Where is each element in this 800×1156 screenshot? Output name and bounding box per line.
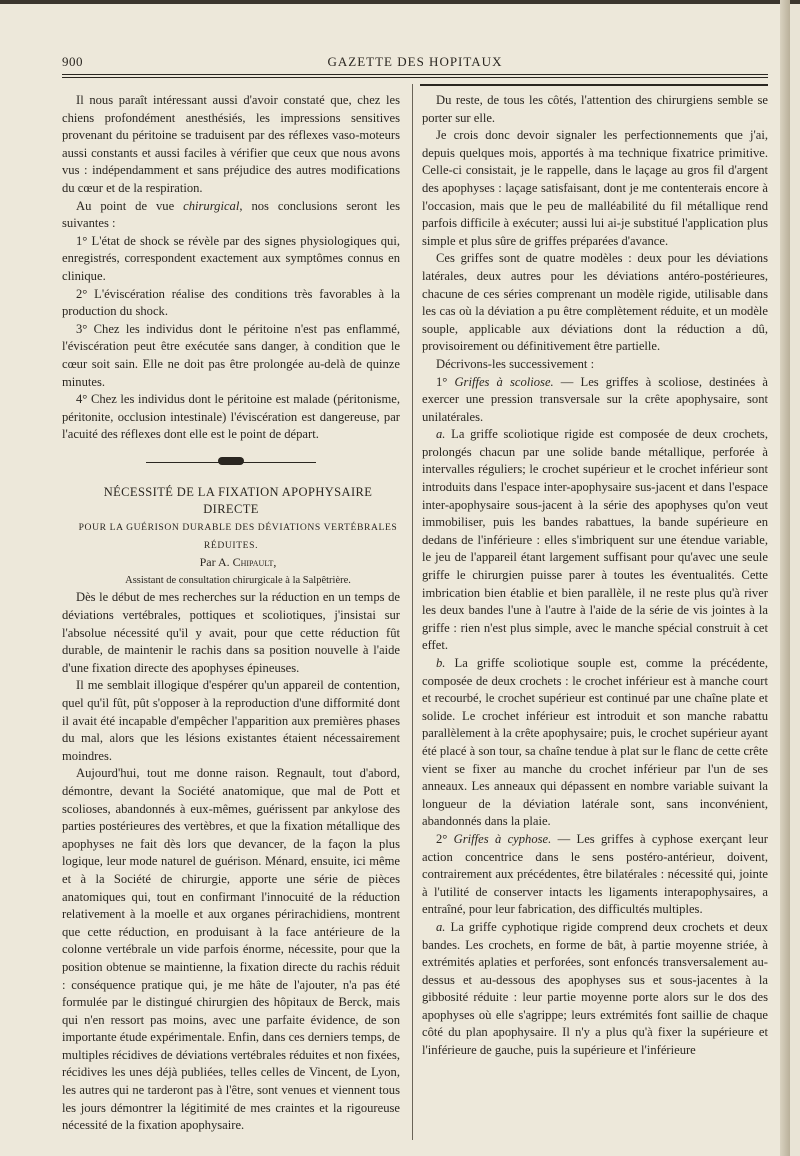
author-prefix: Par A. (199, 555, 233, 570)
article-title: NÉCESSITÉ DE LA FIXATION APOPHYSAIRE DIRECTE (103, 484, 373, 517)
paragraph: Dès le début de mes recherches sur la réduction en un temps de déviations vertébrales, pottiques et scoliotiques, j'insistai sur l'absolue nécessité qu'il y avait, pour que cette réduction fût durable, de maintenir le rachis dans sa position nouvelle à l'aide d'une fixation directe des apophyses épineuses. (62, 590, 400, 675)
section-heading: Griffes à cyphose. (453, 831, 552, 846)
conclusion-3: 3° Chez les individus dont le péritoine n'est pas enflammé, l'éviscération peut être exécutée sans danger, à condition que le cœur soit sain. Elle ne doit pas être prolongée au-delà de quinze minutes. (62, 321, 400, 389)
subsection-a (422, 919, 768, 1060)
paragraph: Ces griffes sont de quatre modèles : deux pour les déviations latérales, deux autres pour les déviations antéro-postérieures, chacune de ces séries comprenant un modèle rigide, utilisable dans les cas où la déviation a pu être complètement réduite, et un modèle souple, applicable aux déviations dont la réduction a dû, provisoirement ou définitivement être partielle. (422, 251, 768, 354)
paragraph: Il nous paraît intéressant aussi d'avoir constaté que, chez les chiens profondément anesthésiés, les impressions sensitives provenant du péritoine se traduisent par des réflexes vaso-moteurs aussi constants et aussi faciles à vérifier que ceux que nous avons vus : indépendamment et sans préjudice des autres modifications du cœur et de la respiration. (62, 93, 400, 195)
text-run: , nos conclusions seront les suivantes : (62, 198, 400, 231)
paragraph (62, 198, 400, 233)
subsection-a (422, 426, 768, 655)
paragraph: Il me semblait illogique d'espérer qu'un appareil de contention, quel qu'il fût, pût s'opposer à la reproduction d'une difformité dont il avait été incapable d'empêcher l'apparition aux premières phases du mal, alors que les lésions existantes étaient nécessairement moindres. (62, 678, 400, 763)
conclusion-2: 2° L'éviscération réalise des conditions très favorables à la production du shock. (62, 286, 400, 319)
paragraph: Je crois donc devoir signaler les perfectionnements que j'ai, depuis quelques mois, apportés à ma technique fixatrice primitive. Celle-ci consistait, je le rappelle, dans le laçage au gros fil d'argent des apophyses : laçage satisfaisant, dont je me contenterais encore à l'occasion, mais que le peu de malléabilité du fil métallique rend parfois difficile à exécuter; aussi lui ai-je substitué l'application plus simple et plus sûre de griffes préparées d'avance. (422, 128, 768, 248)
text-run: La griffe scoliotique rigide est composée de deux crochets, prolongés chacun par une solide bande métallique, perforée à intervalles réguliers; le crochet supérieur et le crochet inférieur sont introduits dans l'espace inter-apophysaire sus-jacent et dans l'espace inter-apophysaire sous-jacent à la série des apophyses qu'on veut immobiliser, puis les bandes rabattues, la bande supérieure en dedans de l'inférieure : elles s'imbriquent sur une étendue variable, le jeu de l'appareil étant largement suffisant pour qu'avec une seule griffe le chirurgien puisse parer à toutes les éventualités. Cette imbrication bien établie et bien parallèle, il ne reste plus qu'à river les deux bandes l'une à l'autre à l'aide de la série de vis jointes à la griffe : rien n'est plus simple, avec le manche spécial construit à cet effet. (422, 427, 768, 653)
subsection-letter: b. (436, 656, 446, 670)
page-header (62, 52, 768, 72)
page-number: 900 (62, 54, 83, 69)
conclusion-1: 1° L'état de shock se révèle par des signes physiologiques qui, enregistrés, correspondent exactement aux symptômes connus en clinique. (62, 233, 400, 283)
page-top-edge (0, 0, 800, 4)
text-run: Au point de vue (76, 198, 184, 213)
section-scoliose (422, 374, 768, 427)
italic-text: chirurgical (183, 198, 240, 213)
subsection-b (422, 655, 768, 831)
subsection-letter: a. (436, 427, 446, 442)
section-separator (146, 460, 316, 464)
right-column (422, 92, 768, 1060)
author-role: Assistant de consultation chirurgicale à la Salpêtrière. (125, 574, 351, 586)
right-column-rule (420, 84, 768, 86)
section-number: 2° (436, 831, 454, 846)
article-subtitle: POUR LA GUÉRISON DURABLE DES DÉVIATIONS VERTÉBRALES RÉDUITES. (78, 522, 398, 551)
conclusion-4: 4° Chez les individus dont le péritoine est malade (péritonisme, péritonite, occlusion intestinale) l'éviscération est dangereuse, par l'acuité des réflexes dont elle est le point de départ. (62, 392, 400, 442)
text-run: La griffe scoliotique souple est, comme la précédente, composée de deux crochets : le crochet inférieur est à manche court et recourbé, le crochet supérieur est continué par une chaîne plate et solide. Le crochet inférieur est introduit et son manche rabattu parallèlement à la crête apophysaire; puis, le crochet supérieur ayant été placé à son tour, sa chaîne tendue à plat sur le flanc de cette crête vient se fixer au manche du crochet inférieur par l'un de ses anneaux. Les anneaux qui dépassent en nombre variable suivant la longueur de la déviation latérale sont, sans inconvénient, abandonnés dans la plaie. (422, 656, 768, 829)
separator-ornament (218, 457, 244, 465)
header-rule (62, 74, 768, 75)
paragraph: Du reste, de tous les côtés, l'attention des chirurgiens semble se porter sur elle. (422, 93, 768, 125)
text-run: — Les griffes à scoliose, destinées à exercer une pression transversale sur la crête apophysaire, sont unilatérales. (422, 374, 768, 424)
journal-title: GAZETTE DES HOPITAUX (327, 54, 503, 69)
section-heading: Griffes à scoliose. (454, 374, 554, 389)
section-cyphose (422, 831, 768, 919)
text-run: — Les griffes à cyphose exerçant leur action concentrice dans le sens postéro-antérieur, doivent, contrairement aux précédentes, être bilatérales : nécessité qui, jointe à l'utilité de conserver intacts les ligaments interapophysaires, a entraîné, pour leur fabrication, des difficultés multiples. (422, 831, 768, 917)
article-author (62, 554, 400, 572)
paragraph: Décrivons-les successivement : (436, 356, 595, 371)
subsection-letter: a. (436, 919, 446, 934)
page-right-edge (780, 0, 790, 1156)
header-rule-double (62, 77, 768, 78)
author-name: Chipault (232, 555, 274, 570)
paragraph: Aujourd'hui, tout me donne raison. Regnault, tout d'abord, démontre, devant la Société anatomique, que mal de Pott et scolioses, abandonnés à eux-mêmes, guérissent par ankylose des parties postérieures des vertèbres, et que la fixation métallique des apophyses ne fait dès lors que devancer, de la façon la plus logique, leur mode naturel de guérison. Ménard, ensuite, ici même et à la Société de chirurgie, apporte une série de pièces anatomiques qui, tout en confirmant l'innocuité de la réduction relativement à la moelle et aux organes périrachidiens, montrent que cette réduction, en produisant à la face antérieure de la colonne vertébrale un vide parfois énorme, nécessite, pour que la position obtenue se maintienne, la fixation directe du rachis réduit : conséquence pratique qui, je me hâte de l'ajouter, n'a pas été formulée par le distingué chirurgien des hôpitaux de Berck, mais qui n'en ressort pas moins, avec une parfaite évidence, de son importante étude expérimentale. Enfin, dans ces derniers temps, de multiples récidives de déviations vertébrales réduites et non fixées, récidives les unes déjà publiées, telles celles de Vincent, de Lyon, les autres qui ne tarderont pas à l'être, sont venues et viennent tous les jours démontrer la légitimité de mes craintes et la rigoureuse nécessité de la fixation apophysaire. (62, 766, 400, 1133)
section-number: 1° (436, 374, 455, 389)
column-divider (412, 84, 413, 1140)
text-run: La griffe cyphotique rigide comprend deux crochets et deux bandes. Les crochets, en forme de bât, à partie moyenne striée, à extrémités aplaties et perforées, sont enfoncés transversalement au-dessus et au-dessous des apophyses sus et sous-jacentes à la gibbosité réduite : leur partie moyenne porte alors sur le dos des apophyses où elle s'agrippe; leurs extrémités font saillie de chaque côté du plan apophysaire. Il n'y a plus qu'à fixer la supérieure et l'inférieure de gauche, puis la supérieure et l'inférieure (422, 919, 768, 1058)
left-column (62, 92, 400, 1135)
author-suffix: , (273, 555, 277, 570)
